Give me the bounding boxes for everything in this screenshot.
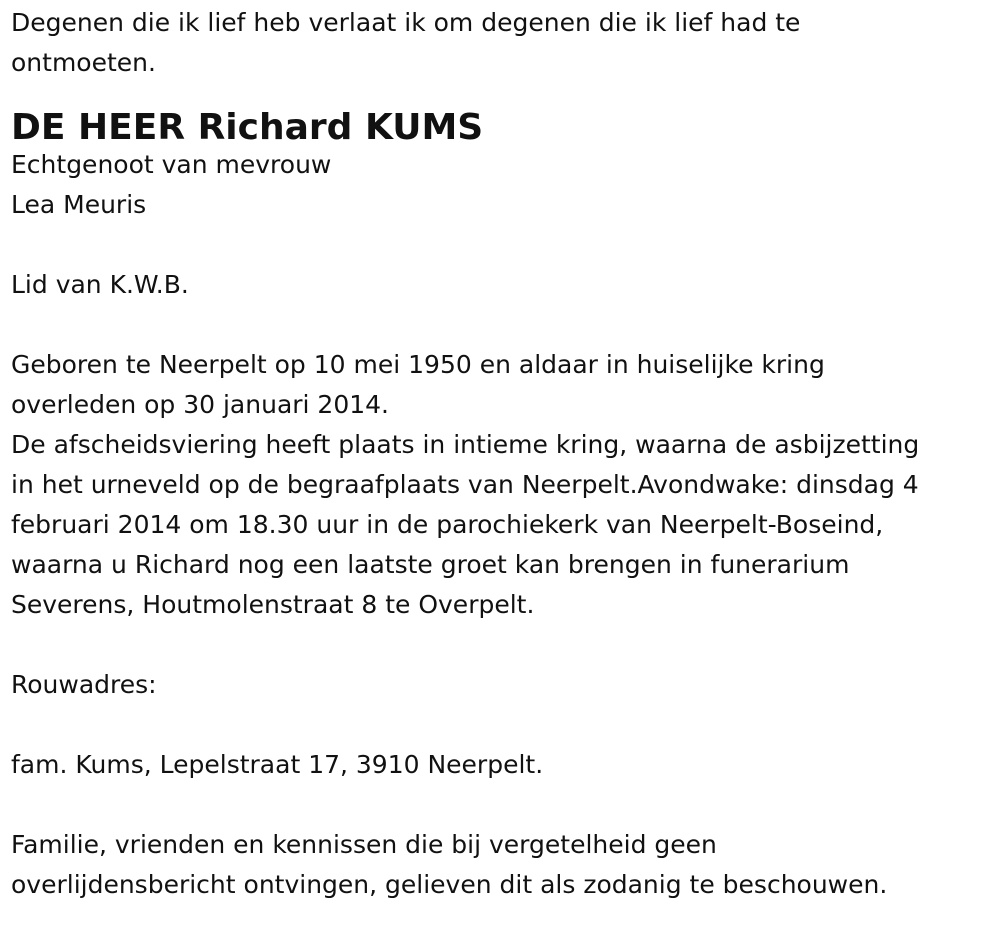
details-line-5: februari 2014 om 18.30 uur in de parochiekerk van Neerpelt-Boseind, xyxy=(11,510,884,539)
details-line-4: in het urneveld op de begraafplaats van Neerpelt.Avondwake: dinsdag 4 xyxy=(11,470,919,499)
obituary-notice xyxy=(11,3,986,905)
details-line-3: De afscheidsviering heeft plaats in intieme kring, waarna de asbijzetting xyxy=(11,430,920,459)
spouse-line-2: Lea Meuris xyxy=(11,190,147,219)
closing-line-2: overlijdensbericht ontvingen, gelieven dit als zodanig te beschouwen. xyxy=(11,870,888,899)
spouse-line-1: Echtgenoot van mevrouw xyxy=(11,150,332,179)
motto-line-2: ontmoeten. xyxy=(11,48,156,77)
details-line-2: overleden op 30 januari 2014. xyxy=(11,390,390,419)
membership: Lid van K.W.B. xyxy=(11,270,189,299)
details-line-7: Severens, Houtmolenstraat 8 te Overpelt. xyxy=(11,590,535,619)
spacer xyxy=(11,625,986,665)
spacer xyxy=(11,785,986,825)
closing-line-1: Familie, vrienden en kennissen die bij vergetelheid geen xyxy=(11,830,717,859)
details-line-6: waarna u Richard nog een laatste groet kan brengen in funerarium xyxy=(11,550,850,579)
motto-line-1: Degenen die ik lief heb verlaat ik om degenen die ik lief had te xyxy=(11,8,801,37)
address-label: Rouwadres: xyxy=(11,670,157,699)
spacer xyxy=(11,305,986,345)
deceased-name: DE HEER Richard KUMS xyxy=(11,107,484,148)
spacer xyxy=(11,225,986,265)
details-line-1: Geboren te Neerpelt op 10 mei 1950 en aldaar in huiselijke kring xyxy=(11,350,825,379)
mourning-address: fam. Kums, Lepelstraat 17, 3910 Neerpelt. xyxy=(11,750,544,779)
spacer xyxy=(11,705,986,745)
